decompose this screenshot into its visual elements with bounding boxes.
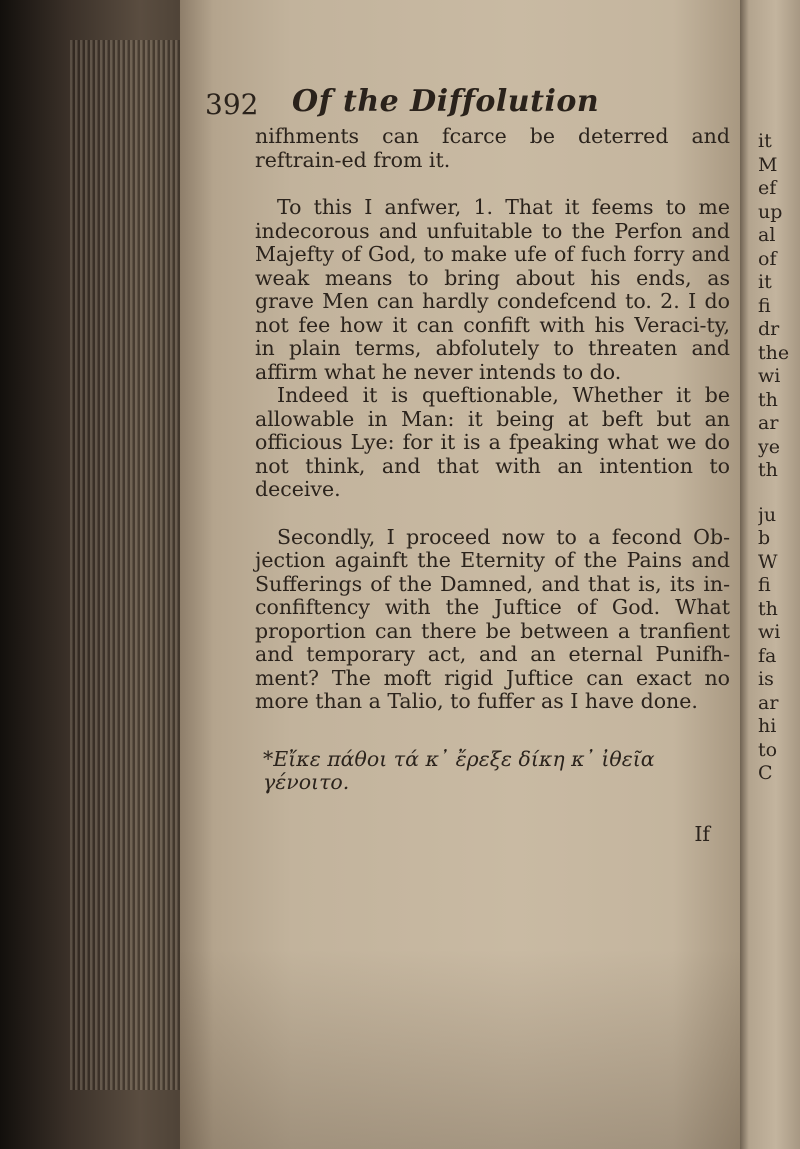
paragraph-4: Secondly, I proceed now to a fecond Ob-jection againft the Eternity of the Pains and Sufferings of the Damned, and that is, its in-confiftency with the Juftice of God. What proportion can there be between a tranfient and temporary act, and an eternal Punifh-ment? The moft rigid Juftice can exact no more than a Talio, to fuffer as I have done. [255,524,730,713]
margin-fragment: dr [758,318,780,340]
catchword: If [694,821,710,846]
paragraph-2: To this I anfwer, 1. That it feems to me indecorous and unfuitable to the Perfon and Majefty of God, to make ufe of fuch forry and weak means to bring about his ends, as grave Men can hardly condefcend to. 2. I do not fee how it can confift with his Veraci-ty, in plain terms, abfolutely to threaten and affirm what he never intends to do. [255,195,730,384]
page-fore-edge [70,40,180,1090]
margin-fragment: th [758,597,778,620]
margin-fragment: is [758,668,774,690]
margin-fragment: fa [758,644,777,667]
margin-fragment: ar [758,691,779,714]
margin-fragment: it [758,271,772,293]
margin-fragment: up [758,200,783,223]
paragraph-1: nifhments can fcarce be deterred and reftrain-ed from it. [255,124,730,172]
margin-fragment: W [758,550,778,573]
margin-fragment: fi [758,574,771,596]
running-head: Of the Diffolution [292,84,600,119]
margin-fragment: ar [758,412,779,434]
margin-fragment: of [758,247,777,270]
margin-fragment: th [758,459,778,481]
margin-fragment: C [758,762,773,784]
margin-fragment: fi [758,294,771,317]
margin-fragment: ye [758,435,780,458]
margin-fragment: M [758,153,778,176]
margin-fragment: wi [758,365,781,387]
margin-fragment: b [758,527,771,549]
margin-fragment: th [758,388,778,411]
margin-fragment: hi [758,715,777,737]
margin-fragment: the [758,341,790,364]
paragraph-3: Indeed it is queftionable, Whether it be allowable in Man: it being at beft but an officious Lye: for it is a fpeaking what we do not think, and that with an intention to deceive. [255,383,730,501]
facing-page-fragments [758,130,798,786]
facing-page-edge-left [0,0,200,1149]
body-text [255,125,730,846]
greek-footnote: *Εἴκε πάθοι τά κ᾽ ἔρεξε δίκη κ᾽ ἰθεῖα γένοιτο. [263,746,655,794]
margin-fragment: ef [758,177,777,199]
margin-fragment: wi [758,621,781,643]
margin-fragment: al [758,224,776,246]
margin-fragment: to [758,738,778,761]
page-number: 392 [205,88,259,121]
margin-fragment: ju [758,503,777,526]
margin-fragment: it [758,130,772,152]
